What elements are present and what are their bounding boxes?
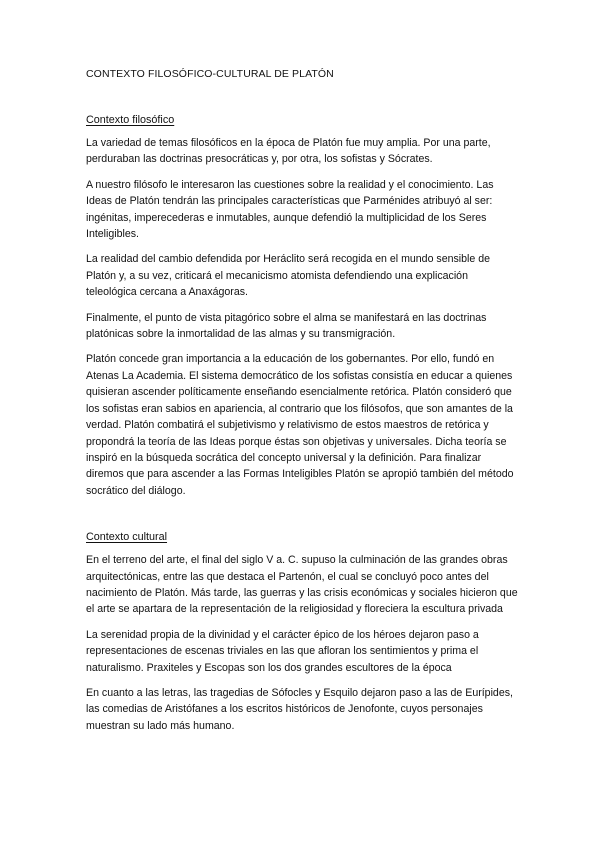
section-philosophical-context — [86, 112, 518, 499]
paragraph: A nuestro filósofo le interesaron las cuestiones sobre la realidad y el conocimiento. Las Ideas de Platón tendrán las principales características que Parménides atribuyó al ser: ingénitas, imperecederas e inmutables, aunque defendió la multiplicidad de los Seres Inteligibles. — [86, 178, 494, 241]
paragraph: La variedad de temas filosóficos en la época de Platón fue muy amplia. Por una parte, perduraban las doctrinas presocráticas y, por otra, los sofistas y Sócrates. — [86, 137, 491, 166]
paragraph: En el terreno del arte, el final del siglo V a. C. supuso la culminación de las grandes obras arquitectónicas, entre las que destaca el Partenón, el cual se concluyó poco antes del nacimiento de Platón. Más tarde, las guerras y las crisis económicas y sociales hicieron que el arte se apartara de la representación de la religiosidad y floreciera la escultura privada — [86, 554, 518, 616]
paragraph: Platón concede gran importancia a la educación de los gobernantes. Por ello, fundó en Atenas La Academia. El sistema democrático de los sofistas consistía en educar a quienes quisieran ascender políticamente enseñando esencialmente retórica. Platón consideró que los sofistas eran sabios en apariencia, al contrario que los filósofos, que son amantes de la verdad. Platón combatirá el subjetivismo y relativismo de estos maestros de retórica y propondrá la teoría de las Ideas porque éstas son objetivas y universales. Dicha teoría se inspiró en la búsqueda socrática del concepto universal y la definición. Para finalizar diremos que para ascender a las Formas Inteligibles Platón se apropió también del método socrático del diálogo. — [86, 353, 514, 497]
paragraph: La realidad del cambio defendida por Heráclito será recogida en el mundo sensible de Platón y, a su vez, criticará el mecanicismo atomista defendiendo una explicación teleológica cercana a Anaxágoras. — [86, 253, 490, 299]
section-heading: Contexto filosófico — [86, 114, 175, 126]
section-spacer — [86, 508, 518, 529]
paragraph: Finalmente, el punto de vista pitagórico sobre el alma se manifestará en las doctrinas platónicas sobre la inmortalidad de las almas y su transmigración. — [86, 311, 487, 341]
section-heading: Contexto cultural — [86, 531, 168, 544]
document-body — [86, 66, 518, 743]
document-title: CONTEXTO FILOSÓFICO-CULTURAL DE PLATÓN — [86, 68, 334, 80]
paragraph: La serenidad propia de la divinidad y el carácter épico de los héroes dejaron paso a representaciones de escenas triviales en las que afloran los sentimientos y prima el naturalismo. Praxiteles y Escopas son los dos grandes escultores de la época — [86, 628, 479, 674]
section-cultural-context — [86, 529, 518, 734]
paragraph: En cuanto a las letras, las tragedias de Sófocles y Esquilo dejaron paso a las de Eurípides, las comedias de Aristófanes a los escritos históricos de Jenofonte, cuyos personajes muestran su lado más humano. — [86, 686, 513, 732]
